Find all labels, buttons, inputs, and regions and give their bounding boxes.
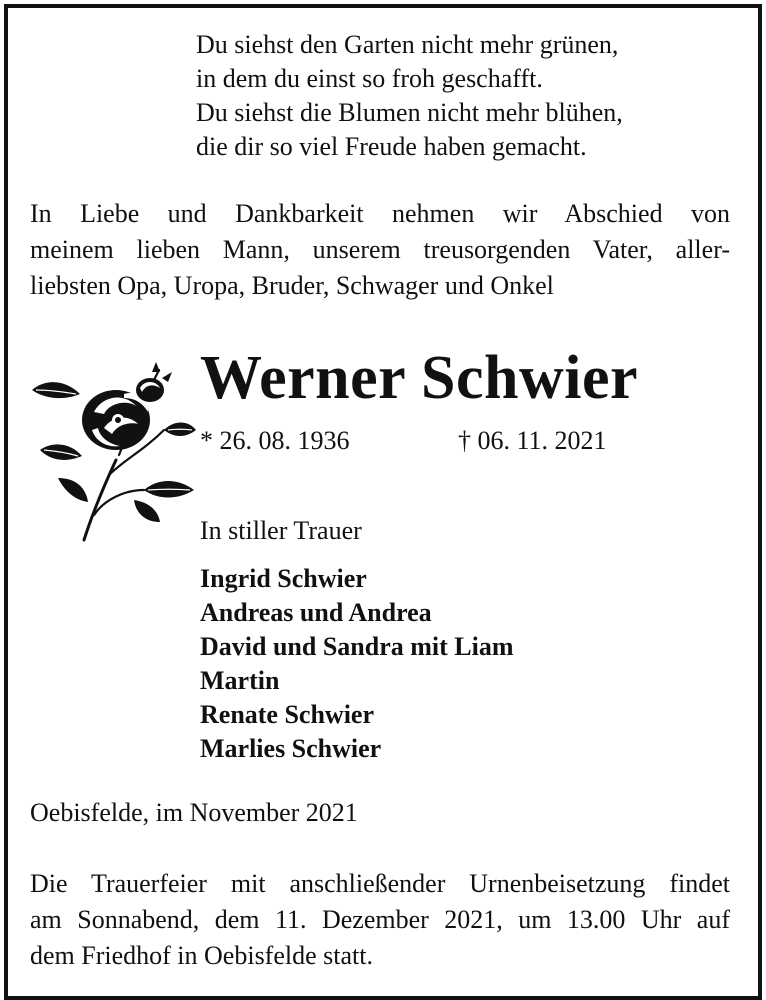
- poem-line: Du siehst die Blumen nicht mehr blühen,: [196, 98, 623, 127]
- ceremony-line: am Sonnabend, dem 11. Dezember 2021, um 13.00 Uhr auf: [30, 905, 730, 934]
- death-date: † 06. 11. 2021: [458, 426, 607, 455]
- family-member: Martin: [200, 666, 280, 695]
- family-member: Marlies Schwier: [200, 734, 382, 763]
- place-date: Oebisfelde, im November 2021: [30, 798, 358, 827]
- ceremony-text: [30, 866, 730, 974]
- intro-line: In Liebe und Dankbarkeit nehmen wir Abschied von: [30, 199, 730, 228]
- family-member: Andreas und Andrea: [200, 598, 432, 627]
- intro-line: liebsten Opa, Uropa, Bruder, Schwager und Onkel: [30, 271, 554, 300]
- family-member: Ingrid Schwier: [200, 564, 367, 593]
- birth-date: * 26. 08. 1936: [200, 426, 350, 455]
- poem: [196, 28, 623, 164]
- poem-line: die dir so viel Freude haben gemacht.: [196, 132, 587, 161]
- family-member: Renate Schwier: [200, 700, 375, 729]
- ceremony-line: Die Trauerfeier mit anschließender Urnenbeisetzung findet: [30, 869, 730, 898]
- intro-line: meinem lieben Mann, unserem treusorgenden Vater, aller-: [30, 235, 730, 264]
- family-member: David und Sandra mit Liam: [200, 632, 514, 661]
- rose-icon: [24, 350, 204, 545]
- poem-line: Du siehst den Garten nicht mehr grünen,: [196, 30, 619, 59]
- deceased-name: Werner Schwier: [200, 344, 639, 412]
- intro-text: [30, 196, 730, 304]
- ceremony-line: dem Friedhof in Oebisfelde statt.: [30, 941, 373, 970]
- poem-line: in dem du einst so froh geschafft.: [196, 64, 543, 93]
- family-list: [200, 562, 514, 766]
- mourning-label: In stiller Trauer: [200, 516, 362, 545]
